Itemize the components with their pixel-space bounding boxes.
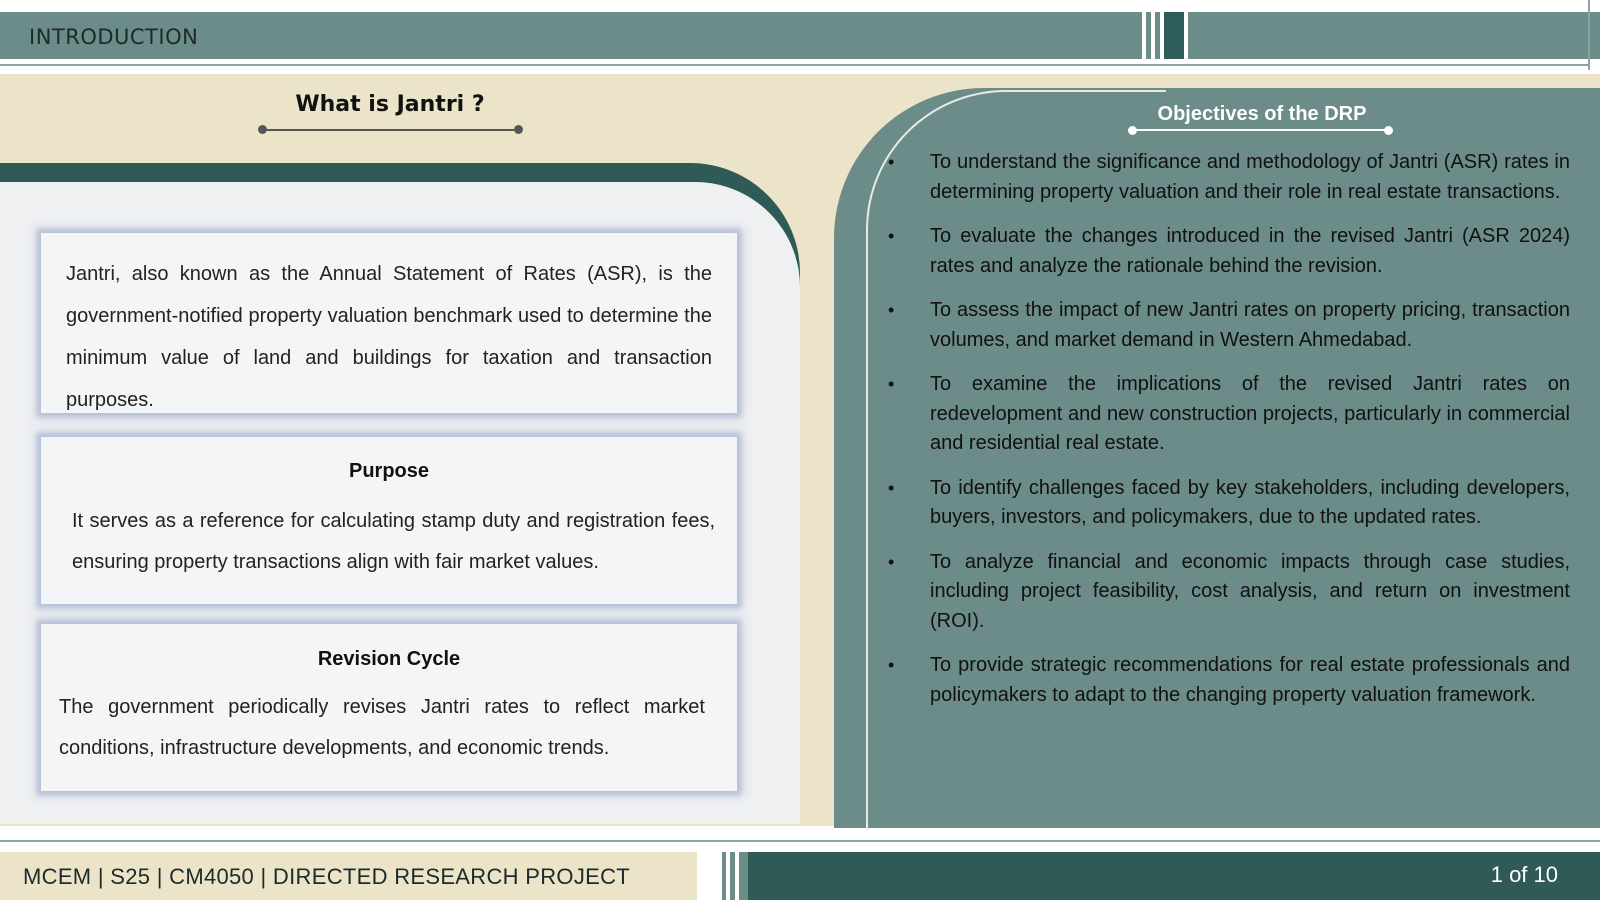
revision-cycle-text: The government periodically revises Jantri rates to reflect market conditions, infrastructure developments, and economic trends.	[59, 696, 705, 759]
objectives-heading-underline	[1132, 129, 1390, 131]
objective-text: To identify challenges faced by key stakeholders, including developers, buyers, investors, and policymakers, due to the updated rates.	[930, 476, 1570, 528]
page-number: 1 of 10	[1490, 862, 1558, 887]
objective-text: To analyze financial and economic impacts through case studies, including project feasibility, cost analysis, and return on investment (ROI).	[930, 550, 1570, 632]
footer-divider	[0, 840, 1600, 842]
purpose-text: It serves as a reference for calculating stamp duty and registration fees, ensuring property transactions align with fair market values.	[72, 510, 715, 573]
definition-text: Jantri, also known as the Annual Statement of Rates (ASR), is the government-notified property valuation benchmark used to determine the minimum value of land and buildings for taxation and transaction purposes.	[66, 263, 712, 411]
purpose-title: Purpose	[348, 460, 430, 482]
section-title: INTRODUCTION	[29, 25, 199, 49]
objective-text: To evaluate the changes introduced in the revised Jantri (ASR 2024) rates and analyze the rationale behind the revision.	[930, 225, 1570, 277]
bullet-icon: •	[888, 655, 895, 675]
objectives-underline-dot-left	[1128, 126, 1137, 135]
footer-decoration	[722, 852, 748, 900]
underline-dot-left	[258, 125, 267, 134]
footer-right-block	[748, 852, 1600, 900]
objective-item	[888, 548, 1570, 637]
objective-item	[888, 222, 1570, 281]
bullet-icon: •	[888, 226, 895, 246]
objective-item	[888, 474, 1570, 533]
objective-text: To provide strategic recommendations for real estate professionals and policymakers to adapt to the changing property valuation framework.	[930, 654, 1570, 706]
course-label: MCEM | S25 | CM4050 | DIRECTED RESEARCH PROJECT	[23, 864, 631, 889]
objectives-list	[888, 148, 1570, 725]
objective-text: To examine the implications of the revised Jantri rates on redevelopment and new construction projects, particularly in commercial and residential real estate.	[930, 373, 1570, 454]
objectives-heading: Objectives of the DRP	[1157, 103, 1367, 125]
purpose-card	[41, 437, 737, 604]
definition-card	[41, 233, 737, 413]
footer-left-block	[0, 852, 697, 900]
objective-item	[888, 651, 1570, 710]
objective-item	[888, 148, 1570, 207]
header-bar	[0, 12, 1600, 59]
bullet-icon: •	[888, 551, 895, 572]
revision-cycle-card	[41, 624, 737, 791]
objective-text: To understand the significance and methodology of Jantri (ASR) rates in determining property valuation and their role in real estate transactions.	[930, 151, 1570, 203]
objectives-underline-dot-right	[1384, 126, 1393, 135]
bullet-icon: •	[888, 300, 895, 320]
header-divider	[0, 64, 1590, 66]
objective-item	[888, 296, 1570, 355]
header-edge-line	[1588, 0, 1590, 70]
bullet-icon: •	[888, 152, 895, 172]
bullet-icon: •	[888, 374, 895, 394]
objective-text: To assess the impact of new Jantri rates on property pricing, transaction volumes, and market demand in Western Ahmedabad.	[930, 299, 1570, 351]
objective-item	[888, 370, 1570, 459]
header-decoration	[1142, 12, 1188, 59]
underline-dot-right	[514, 125, 523, 134]
heading-underline	[262, 129, 520, 131]
revision-cycle-title: Revision Cycle	[317, 648, 461, 670]
what-is-jantri-heading: What is Jantri ?	[295, 92, 485, 117]
bullet-icon: •	[888, 477, 895, 498]
